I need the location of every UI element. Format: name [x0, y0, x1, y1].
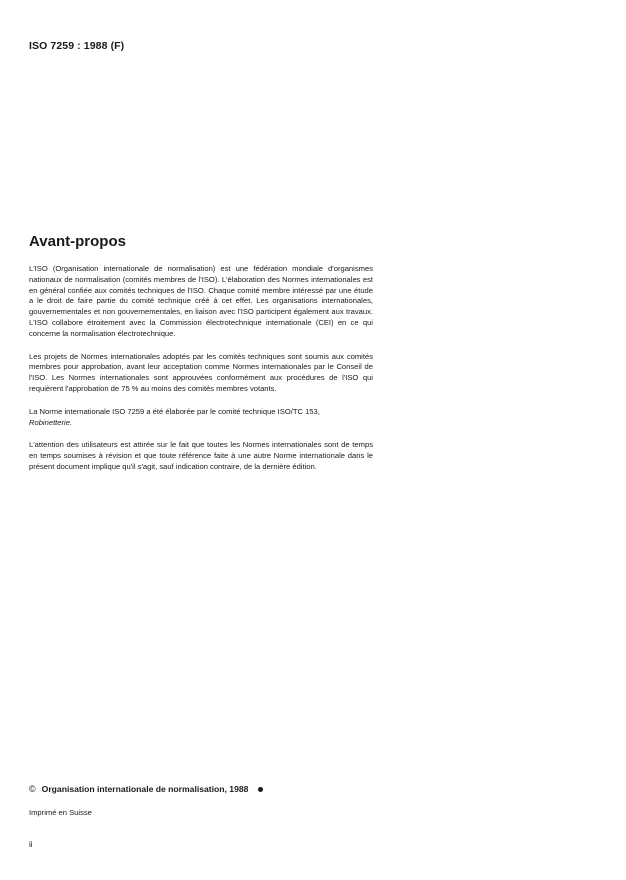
page-number: ii: [29, 840, 33, 849]
paragraph-approval-process: Les projets de Normes internationales adoptés par les comités techniques sont soumis aux comités membres pour approbation, avant leur acceptation comme Normes internationales par le Conseil de l'ISO. Les Normes internationales sont approuvées conformément aux procédures de l'ISO qui requièrent l'approbation de 75 % au moins des comités membres votants.: [29, 351, 373, 393]
document-reference: ISO 7259 : 1988 (F): [29, 40, 125, 52]
paragraph-revision-notice: L'attention des utilisateurs est attirée sur le fait que toutes les Normes internationales sont de temps en temps soumises à révision et que toute référence faite à une autre Norme internationale dans le présent document implique qu'il s'agit, sauf indication contraire, de la dernière édition.: [29, 440, 373, 471]
foreword-title: Avant-propos: [29, 233, 126, 250]
copyright-text: Organisation internationale de normalisation, 1988: [41, 784, 249, 794]
copyright-line: [29, 784, 263, 794]
paragraph-technical-committee: [29, 407, 373, 429]
paragraph-iso-organisation: L'ISO (Organisation internationale de normalisation) est une fédération mondiale d'organismes nationaux de normalisation (comités membres de l'ISO). L'élaboration des Normes internationales est en général confiée aux comités techniques de l'ISO. Chaque comité membre intéressé par une étude a le droit de faire partie du comité technique créé à cet effet. Les organisations internationales, gouvernementales et non gouvernementales, en liaison avec l'ISO participent également aux travaux. L'ISO collabore étroitement avec la Commission électrotechnique internationale (CEI) en ce qui concerne la normalisation électrotechnique.: [29, 264, 373, 338]
printed-in: Imprimé en Suisse: [29, 808, 92, 817]
technical-committee-text: La Norme internationale ISO 7259 a été élaborée par le comité technique ISO/TC 153,: [29, 406, 320, 416]
bullet-icon: [258, 787, 263, 792]
committee-name: Robinetterie.: [29, 417, 73, 427]
copyright-icon: ©: [29, 784, 36, 794]
foreword-body: [29, 264, 373, 485]
